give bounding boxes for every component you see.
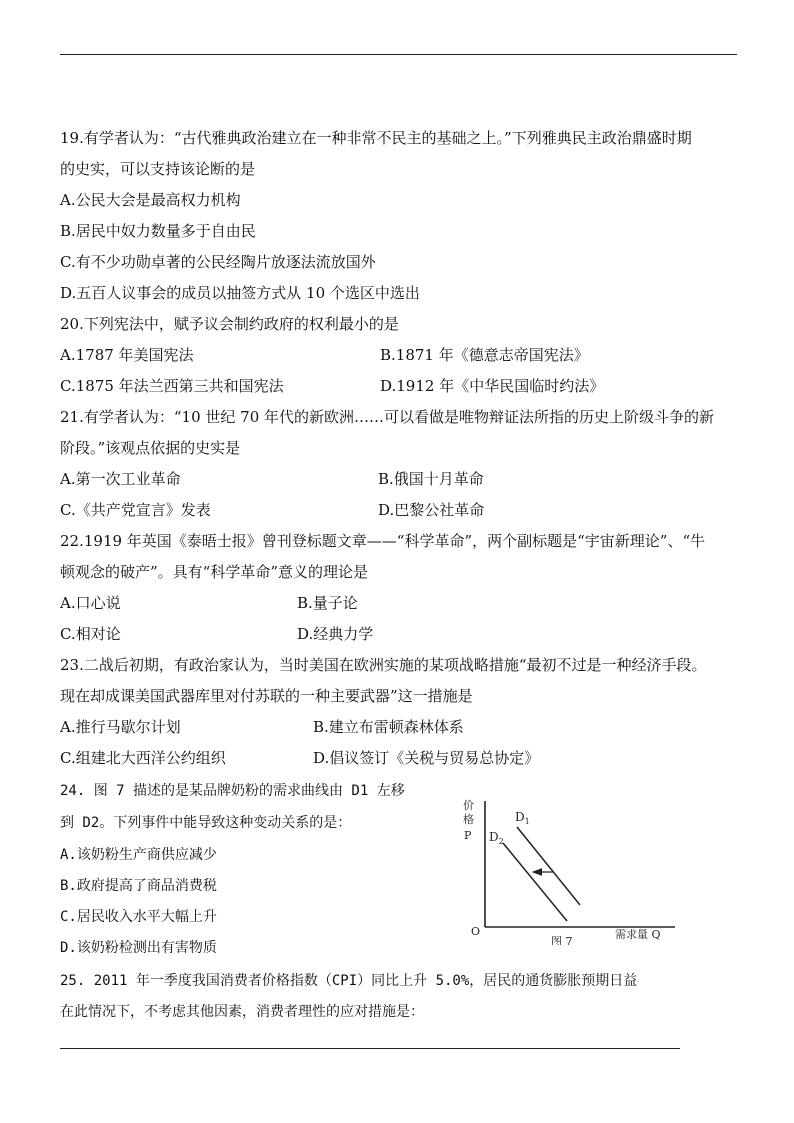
q19-option-d: D.五百人议事会的成员以抽签方式从 10 个选区中选出 [60,284,420,302]
q25-stem-line-1: 25. 2011 年一季度我国消费者价格指数（CPI）同比上升 5.0%，居民的通货膨胀预期日益 [60,973,638,989]
q23-option-c: C.组建北大西洋公约组织 [60,749,226,767]
q22-stem-line-2: 顿观念的破产”。具有“科学革命”意义的理论是 [60,563,369,581]
top-rule [60,54,737,55]
q20-stem-line-1: 20.下列宪法中，赋予议会制约政府的权利最小的是 [60,315,399,333]
origin-label: O [471,925,481,938]
y-axis-label-3: P [464,829,472,842]
q19-option-a: A.公民大会是最高权力机构 [60,191,241,209]
q20-option-a: A.1787 年美国宪法 [60,346,194,364]
q24-option-a: A.该奶粉生产商供应减少 [60,847,217,863]
q22-option-a: A.口心说 [60,594,121,612]
q23-option-a: A.推行马歇尔计划 [60,718,181,736]
x-axis-label: 需求量 Q [615,928,661,941]
q22-option-d: D.经典力学 [297,625,374,643]
q19-stem-line-2: 的史实，可以支持该论断的是 [60,160,256,178]
q23-option-d: D.倡议签订《关税与贸易总协定》 [313,749,540,767]
figure-caption: 图 7 [551,935,573,945]
q25-stem-line-2: 在此情况下，不考虑其他因素，消费者理性的应对措施是： [60,1004,424,1020]
q21-stem-line-1: 21.有学者认为：“10 世纪 70 年代的新欧洲……可以看做是唯物辩证法所指的历史上阶级斗争的新 [60,408,715,426]
curve-d2-label: $D_2$ [489,830,504,846]
q24-stem-line-2: 到 D2。下列事件中能导致这种变动关系的是： [60,815,352,831]
q20-option-d: D.1912 年《中华民国临时约法》 [380,377,605,395]
q24-option-b: B.政府提高了商品消费税 [60,878,217,894]
y-axis-label-1: 价 [463,799,474,812]
q23-stem-line-2: 现在却成课美国武器库里对付苏联的一种主要武器”这一措施是 [60,687,473,705]
q20-option-b: B.1871 年《德意志帝国宪法》 [380,346,589,364]
q21-option-c: C.《共产党宣言》发表 [60,501,211,519]
q21-option-a: A.第一次工业革命 [60,470,181,488]
curve-d2 [503,843,567,921]
q23-stem-line-1: 23.二战后初期，有政治家认为，当时美国在欧洲实施的某项战略措施“最初不过是一种经济手段。 [60,656,707,674]
q22-option-b: B.量子论 [297,594,358,612]
q24-option-c: C.居民收入水平大幅上升 [60,909,217,925]
q19-option-b: B.居民中奴力数量多于自由民 [60,222,256,240]
q20-option-c: C.1875 年法兰西第三共和国宪法 [60,377,284,395]
q19-option-c: C.有不少功勋卓著的公民经陶片放逐法流放国外 [60,253,376,271]
q22-option-c: C.相对论 [60,625,121,643]
q19-stem-line-1: 19.有学者认为：“古代雅典政治建立在一种非常不民主的基础之上。”下列雅典民主政治鼎盛时期 [60,129,692,147]
q24-option-d: D.该奶粉检测出有害物质 [60,940,217,956]
q21-option-b: B.俄国十月革命 [378,470,484,488]
bottom-rule [60,1048,680,1049]
curve-d1-label: $D_1$ [515,810,530,826]
q23-option-b: B.建立布雷顿森林体系 [313,718,464,736]
y-axis-label-2: 格 [463,813,474,826]
curve-d1 [517,827,580,905]
demand-curve-figure [455,795,685,945]
q21-option-d: D.巴黎公社革命 [378,501,485,519]
q24-stem-line-1: 24. 图 7 描述的是某品牌奶粉的需求曲线由 D1 左移 [60,783,405,799]
q22-stem-line-1: 22.1919 年英国《泰晤士报》曾刊登标题文章——“科学革命”，两个副标题是“宇宙新理论”、“牛 [60,532,706,550]
q21-stem-line-2: 阶段。”该观点依据的史实是 [60,439,241,457]
